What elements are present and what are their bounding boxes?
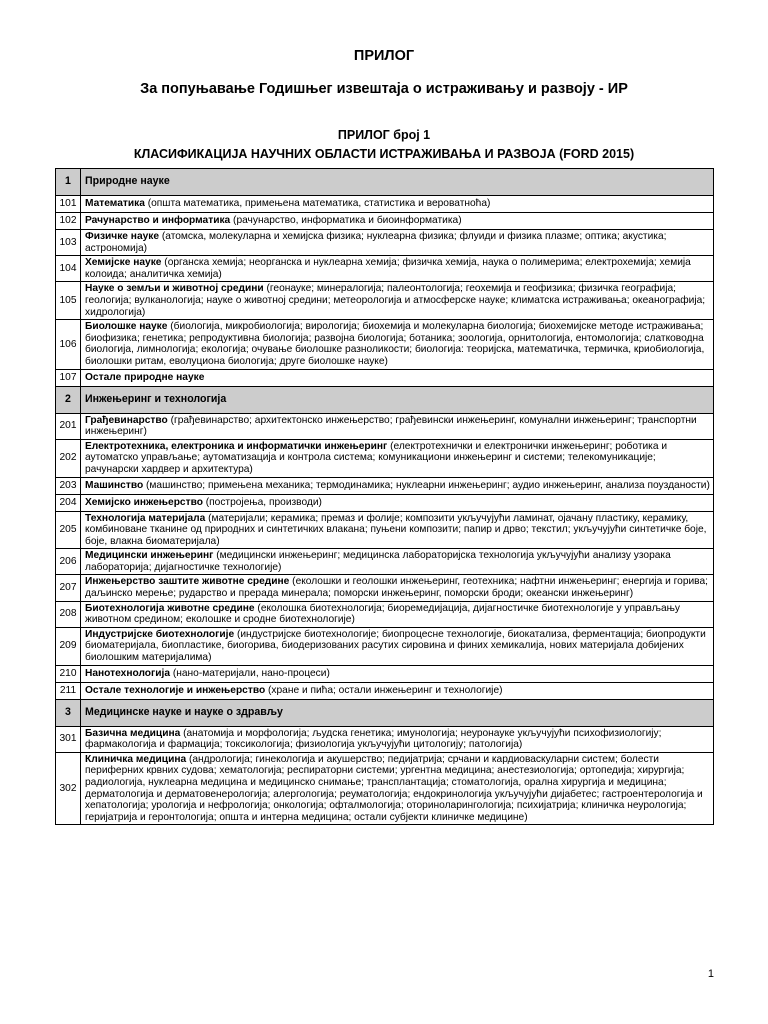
field-name: Остале технологије и инжењерство: [85, 684, 266, 696]
field-name: Индустријске биотехнологије: [85, 628, 235, 640]
field-details: (медицински инжењеринг; медицинска лабораторијска технологија укључујући анализу узорака лабораторија; дијагностичке технологије): [85, 550, 671, 573]
field-name: Клиничка медицина: [85, 753, 187, 765]
section-row: [56, 699, 714, 726]
classification-table: [55, 168, 714, 825]
row-description: [81, 413, 714, 439]
field-name: Физичке науке: [85, 231, 160, 242]
field-details: (еколошка биотехнологија; биоремедијација, дијагностичке биотехнологије у управљању животном средином; еколошке и сродне биотехнологије): [85, 602, 681, 626]
field-details: (атомска, молекуларна и хемијска физика; нуклеарна физика; флуиди и физика плазме; оптика; акустика; астрономија): [85, 231, 667, 254]
row-description: Медицинске науке и науке о здрављу: [81, 699, 714, 726]
row-code: 301: [56, 726, 81, 752]
row-code: 205: [56, 511, 81, 549]
row-description: [81, 511, 714, 549]
table-row: [56, 549, 714, 575]
row-code: 3: [56, 699, 81, 726]
table-row: [56, 477, 714, 494]
table-row: [56, 752, 714, 825]
row-description: Инжењеринг и технологија: [81, 386, 714, 413]
table-row: [56, 320, 714, 369]
row-code: 1: [56, 169, 81, 196]
row-description: [81, 256, 714, 282]
page-number: 1: [707, 968, 714, 980]
row-code: 202: [56, 439, 81, 477]
field-details: (електротехнички и електронички инжењеринг; роботика и аутоматско управљање; аутоматизација и контрола система; комуникациони инжењеринг и системи; телекомуникације; рачунарски хардвер и архитектура): [85, 440, 668, 475]
field-name: Науке о земљи и животној средини: [85, 283, 264, 295]
field-details: (машинство; примењена механика; термодинамика; нуклеарни инжењеринг; аудио инжењеринг, анализа поузданости): [143, 479, 710, 491]
row-code: 204: [56, 494, 81, 511]
row-code: 206: [56, 549, 81, 575]
table-row: [56, 213, 714, 230]
field-details: (геонауке; минералогија; палеонтологија; геохемија и геофизика; физичка географија; геологија; вулканологија; науке о животној средини; метеорологија и атмосферске науке; климатска истраживања; океанографија; хидрологија): [85, 283, 706, 318]
row-description: [81, 627, 714, 665]
field-details: (нано-материјали, нано-процеси): [170, 667, 330, 679]
table-row: [56, 726, 714, 752]
row-description: [81, 752, 714, 825]
field-details: (биологија, микробиологија; вирологија; биохемија и молекуларна биологија; биохемијске методе истраживања; биофизика; генетика; репродуктивна биологија; развојна биологија; ботаника; зоологија, орнитологија, ентомологија; слатководна биологија, лимнологија; екологија; очување биолошке разноликости; биологија: теоријска, математичка, термичка, криобиологија, биолошки ритам, еволуциона биологија; друге биолошке науке): [85, 321, 705, 367]
row-description: Природне науке: [81, 169, 714, 196]
table-row: [56, 369, 714, 386]
field-name: Хемијско инжењерство: [85, 496, 203, 508]
row-code: 302: [56, 752, 81, 825]
table-row: [56, 230, 714, 256]
annex-title: КЛАСИФИКАЦИЈА НАУЧНИХ ОБЛАСТИ ИСТРАЖИВАЊА И РАЗВОЈА (FORD 2015): [133, 147, 635, 161]
field-details: (постројења, производи): [202, 496, 322, 508]
field-name: Остале природне науке: [85, 371, 205, 383]
field-name: Базична медицина: [85, 727, 181, 739]
classification-table-body: [56, 169, 714, 825]
row-code: 103: [56, 230, 81, 256]
row-code: 210: [56, 665, 81, 682]
field-name: Електротехника, електроника и информатички инжењеринг: [85, 440, 388, 452]
page-subtitle: За попуњавање Годишњег извештаја о истраживању и развоју - ИР: [140, 81, 628, 97]
row-code: 2: [56, 386, 81, 413]
row-description: [81, 196, 714, 213]
field-details: (анатомија и морфологија; људска генетика; имунологија; неуронауке укључујући психофизиологију; фармакологија и фармација; токсикологија; физиологија укључујући цитологију; патологија): [85, 727, 662, 751]
table-row: [56, 665, 714, 682]
field-details: (андрологија; гинекологија и акушерство; педијатрија; срчани и кардиоваскуларни систем; болести периферних крвних судова; хематологија; респираторни системи; ургентна медицина; анестезиологија; ортопедија; хирургија; радиологија, нуклеарна медицина и медицинско снимање; трансплантација; стоматологија, орална хирургија и медицина; дерматологија и дерматовенерологија; алергологија; реуматологија; ендокринологија укључујући дијабетес; гастроентерологија и хепатологија; урологија и нефрологија; онкологија; офталмологија; оториноларингологија; психијатрија; клиничка неурологија; геријатрија и геронтологија; општа и интерна медицина; остали субјекти клиничке медицине): [85, 753, 703, 823]
field-details: (општа математика, примењена математика, статистика и вероватноћа): [144, 198, 491, 210]
field-details: (органска хемија; неорганска и нуклеарна хемија; физичка хемија, наука о полимерима; електрохемија; хемија колоида; аналитичка хемија): [85, 257, 691, 280]
row-code: 209: [56, 627, 81, 665]
page-title: ПРИЛОГ: [353, 48, 415, 64]
section-row: [56, 386, 714, 413]
field-details: (грађевинарство; архитектонско инжењерство; грађевински инжењеринг, комунални инжењеринг; транспортни инжењеринг): [85, 414, 697, 438]
row-description: [81, 320, 714, 369]
field-details: (хране и пића; остали инжењеринг и технологије): [265, 684, 503, 696]
row-code: 211: [56, 682, 81, 699]
table-row: [56, 439, 714, 477]
row-code: 107: [56, 369, 81, 386]
table-row: [56, 494, 714, 511]
row-description: [81, 665, 714, 682]
row-description: [81, 549, 714, 575]
field-name: Грађевинарство: [85, 414, 168, 426]
field-details: (материјали; керамика; премаз и фолије; композити укључујући ламинат, ојачану пластику, керамику, комбиноване тканине од природних и синтетичких влакана; пуњени композити; папир и дрво; текстил; укључујући синтетичке боје, боје, влакна биоматеријала): [85, 512, 707, 547]
table-row: [56, 627, 714, 665]
row-code: 105: [56, 282, 81, 320]
table-row: [56, 575, 714, 601]
field-name: Инжењерство заштите животне средине: [85, 576, 290, 588]
row-description: [81, 439, 714, 477]
field-details: (рачунарство, информатика и биоинформатика): [230, 215, 462, 227]
row-description: [81, 726, 714, 752]
row-code: 207: [56, 575, 81, 601]
field-name: Нанотехнологија: [85, 667, 171, 679]
row-code: 101: [56, 196, 81, 213]
table-row: [56, 601, 714, 627]
table-row: [56, 196, 714, 213]
field-details: (индустријске биотехнологије; биопроцесне технологије, биокатализа, ферментација; биопродукти биоматеријала, биопластике, биогорива, биодеризованих расутих сировина и финих хемикалија, нових материјала добијених биолошким материјалима): [85, 628, 706, 664]
field-name: Рачунарство и информатика: [85, 215, 231, 227]
field-name: Математика: [85, 198, 145, 210]
field-name: Машинство: [85, 479, 144, 491]
row-description: [81, 282, 714, 320]
row-description: [81, 230, 714, 256]
row-description: [81, 575, 714, 601]
row-code: 102: [56, 213, 81, 230]
field-details: (еколошки и геолошки инжењеринг, геотехника; нафтни инжењеринг; енергија и горива; даљинско мерење; рударство и прерада минерала; поморски инжењеринг, поморски броди; океански инжењеринг): [85, 576, 708, 600]
row-code: 106: [56, 320, 81, 369]
row-description: [81, 477, 714, 494]
field-name: Медицински инжењеринг: [85, 550, 214, 562]
row-code: 201: [56, 413, 81, 439]
table-row: [56, 511, 714, 549]
row-description: [81, 213, 714, 230]
field-name: Технологија материјала: [85, 512, 206, 524]
table-row: [56, 282, 714, 320]
row-description: [81, 494, 714, 511]
row-code: 208: [56, 601, 81, 627]
table-row: [56, 682, 714, 699]
row-description: [81, 601, 714, 627]
section-row: [56, 169, 714, 196]
field-name: Хемијске науке: [85, 257, 162, 269]
table-row: [56, 256, 714, 282]
field-name: Биотехнологија животне средине: [85, 602, 255, 614]
row-code: 203: [56, 477, 81, 494]
row-description: [81, 682, 714, 699]
row-description: [81, 369, 714, 386]
field-name: Биолошке науке: [85, 321, 168, 333]
annex-number: ПРИЛОГ број 1: [337, 128, 431, 142]
table-row: [56, 413, 714, 439]
row-code: 104: [56, 256, 81, 282]
